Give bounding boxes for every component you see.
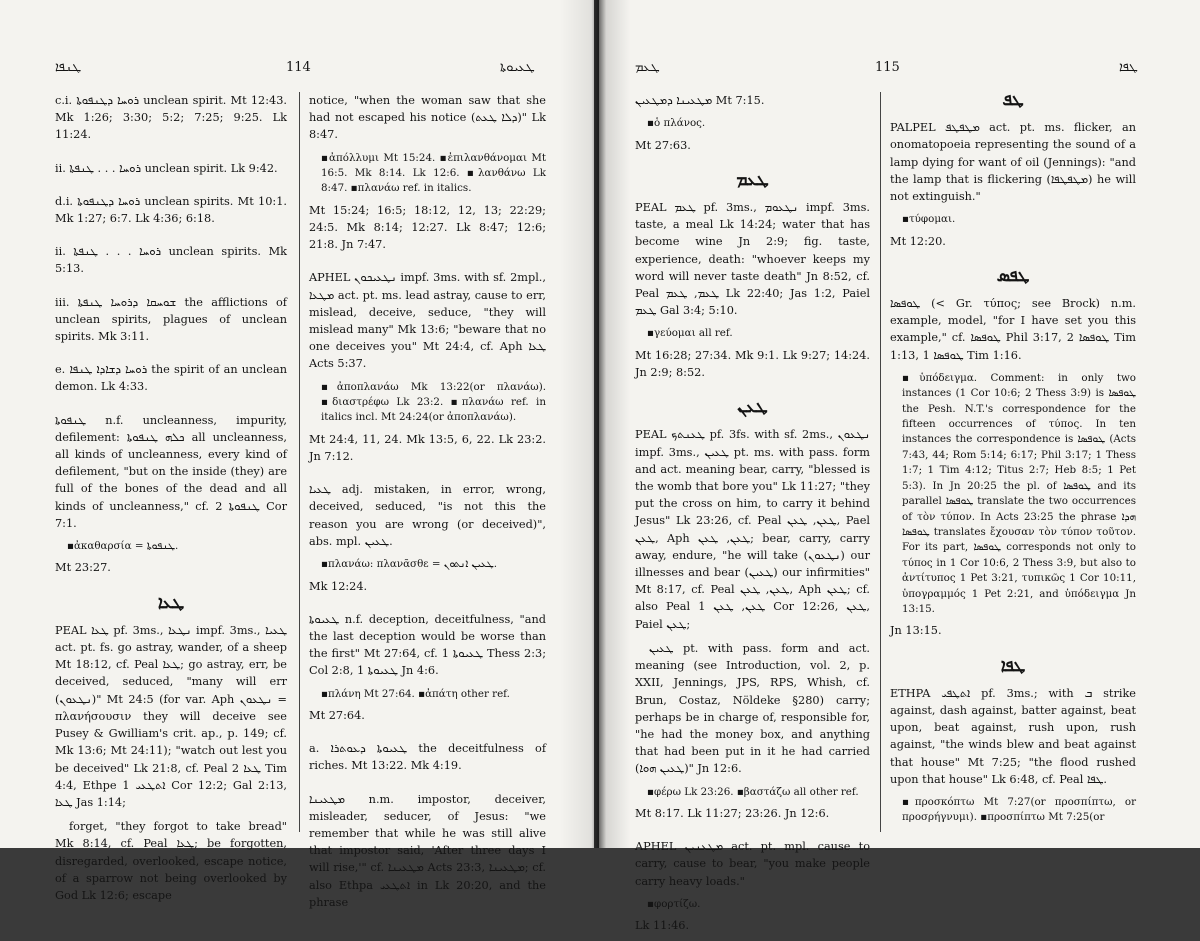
greek-correspondence: ▪πλάνη Mt 27:64. ▪ἀπάτη other ref.: [321, 687, 510, 700]
entry-paragraph: ܡܛܥܝܢܐ ܕܡܛܥܝܢ Mt 7:15.: [635, 94, 765, 107]
reference-list: Lk 11:46.: [635, 919, 690, 933]
reference-list: Mt 24:4, 11, 24. Mk 13:5, 6, 22. Lk 23:2. Jn 7:12.: [309, 432, 546, 464]
reference-list: Mt 15:24; 16:5; 18:12, 12, 13; 22:29; 24:5. Mk 8:14; 12:27. Lk 8:47; 12:6; 21:8. Jn 7:47.: [309, 203, 546, 252]
greek-correspondence: ▪φέρω Lk 23:26. ▪βαστάζω all other ref.: [647, 785, 859, 798]
entry-paragraph: iii. ܫܘܚܩܐ ܕܪܘܚܐ ܛܢܦܬܐ the afflictions of unclean spirits, plagues of unclean spirits. Mk 3:11.: [55, 295, 287, 344]
lemma-heading: ܛܦܐ: [1000, 655, 1026, 676]
greek-correspondence: ▪γεύομαι all ref.: [647, 327, 733, 340]
entry-paragraph: APHEL ܡܛܥܢܝܢ act. pt. mpl. cause to carry, cause to bear, "you make people carry heavy loads.": [635, 840, 870, 888]
lemma-heading: ܛܥܐ: [157, 592, 185, 613]
left-column-1: [55, 92, 287, 911]
entry-paragraph: notice, "when the woman saw that she had not escaped his notice (ܕܠܐ ܛܥܬ)" Lk 8:47.: [309, 94, 546, 142]
greek-correspondence: ▪ἀκαθαρσία = ܛܢܦܘܬܐ.: [67, 540, 179, 553]
entry-paragraph: ii. ܪܘܚܐ . . . ܛܢܦܬܐ unclean spirit. Lk 9:42.: [55, 161, 278, 175]
lemma-heading: ܛܥܡ: [736, 169, 769, 190]
greek-correspondence: ▪τύφομαι.: [902, 213, 956, 226]
entry-paragraph: d.i. ܪܘܚܐ ܕܛܢܦܘܬܐ unclean spirits. Mt 10:1. Mk 1:27; 6:7. Lk 4:36; 6:18.: [55, 194, 287, 226]
entry-paragraph: ii. ܪܘܚܐ . . . ܛܢܦܬܐ unclean spirits. Mk 5:13.: [55, 245, 287, 276]
left-column-2: [309, 92, 546, 918]
greek-correspondence: ▪προσκόπτω Mt 7:27(or προσπίπτω, or προσρήγνυμι). ▪προσπίπτω Mt 7:25(or: [902, 795, 1136, 824]
reference-list: Mt 23:27.: [55, 561, 111, 575]
column-rule: [299, 92, 300, 832]
reference-list: Mt 16:28; 27:34. Mk 9:1. Lk 9:27; 14:24. Jn 2:9; 8:52.: [635, 348, 870, 380]
page-number: 114: [286, 60, 311, 75]
entry-paragraph: PEAL ܛܥܐ pf. 3ms., ܢܛܥܐ impf. 3ms., ܛܥܝܐ act. pt. fs. go astray, wander, of a sheep Mt 18:12, cf. Peal ܛܥܐ; go astray, err, be deceived, seduced, "many will err (ܢܛܥܘܢ)" Mt 24:5 (for var. Aph ܢܛܥܘܢ = πλανήσουσιν they will deceive see Pusey & Gwilliam's crit. ap., p. 149; cf. Mk 13:6; Mt 24:11); "watch out lest you be deceived" Lk 21:8, cf. Peal ܛܥܐ 2 Tim 4:4, Ethpe ܐܬܛܥܝ 1 Cor 12:2; Gal 2:13, ܛܥܐ Jas 1:14;: [55, 623, 288, 809]
lemma-heading: ܛܦ: [1002, 90, 1024, 110]
entry-paragraph: APHEL ܢܛܥܝܟܘܢ impf. 3ms. with sf. 2mpl., ܡܛܥܐ act. pt. ms. lead astray, cause to err, mislead, deceive, seduce, "they will mislead many" Mk 13:6; "beware that no one deceives you" Mt 24:4, cf. Aph ܛܥܐ Acts 5:37.: [309, 271, 546, 371]
running-head-left: ܛܥܡ: [635, 60, 660, 75]
entry-paragraph: ETHPA ܐܬܛܦܝ pf. 3ms.; with ܒ strike against, dash against, batter against, beat upon, beat against, rush upon, rush against, "the winds blew and beat against that house" Mt 7:25; "the flood rushed upon that house" Lk 6:48, cf. Peal ܛܦܐ.: [890, 686, 1136, 786]
lemma-heading: ܛܥܢ: [737, 397, 768, 418]
reference-list: Mt 8:17. Lk 11:27; 23:26. Jn 12:6.: [635, 806, 830, 820]
entry-paragraph: e. ܪܘܚܐ ܕܫܐܕܐ ܛܢܦܐ the spirit of an unclean demon. Lk 4:33.: [55, 363, 287, 394]
column-rule: [880, 92, 881, 832]
entry-paragraph: PEAL ܛܥܡ pf. 3ms., ܢܛܥܘܡ impf. 3ms. taste, a meal Lk 14:24; water that has become wine Jn 2:9; fig. taste, experience, death: "whoever keeps my word will never taste death" Jn 8:52, cf. Peal ܛܥܡ, ܛܥܡ Lk 22:40; Jas 1:2, Paiel ܛܥܡ Gal 3:4; 5:10.: [635, 201, 870, 318]
entry-paragraph: PEAL ܛܥܢܬܟ pf. 3fs. with sf. 2ms., ܢܛܥܘܢ impf. 3ms., ܛܥܝܢ pt. ms. with pass. form and act. meaning bear, carry, "blessed is the womb that bore you" Lk 11:27; "they put the cross on him, to carry it behind Jesus" Lk 23:26, cf. Peal ܛܥܢ, ܛܥܢ, Pael ܛܥܢ, Aph ܛܥܢ, ܛܥܢ; bear, carry, carry away, endure, "he will take (ܢܛܥܘܢ) our illnesses and bear (ܛܥܝܢ) our infirmities" Mt 8:17, cf. Peal ܛܥܢ, ܛܥܢ, Aph ܛܥܢ; cf. also Peal ܛܥܢ, ܛܥܢ 1 Cor 12:26, ܛܥܢ, Paiel ܛܥܢ;: [635, 428, 870, 631]
entry-paragraph: ܛܘܦܣܐ (< Gr. τύπος; see Brock) n.m. example, model, "for I have set you this example," cf. ܛܘܦܣܐ Phil 3:17, ܛܘܦܣܐ 2 Tim 1:13, ܛܘܦܣܐ 1 Tim 1:16.: [890, 297, 1136, 362]
right-column-2: [890, 92, 1136, 831]
entry-paragraph: ܛܥܝܐ adj. mistaken, in error, wrong, deceived, seduced, "is not this the reason you are wrong (or deceived)", abs. mpl. ܛܥܝܢ.: [309, 483, 546, 548]
entry-paragraph: PALPEL ܡܛܦܛܦ act. pt. ms. flicker, an onomatopoeia representing the sound of a lamp dying for want of oil (Jennings): "and the lamp that is flickering (ܡܛܦܛܦܐ) he will not extinguish.": [890, 121, 1136, 204]
entry-paragraph: c.i. ܪܘܚܐ ܕܛܢܦܘܬܐ unclean spirit. Mt 12:43. Mk 1:26; 3:30; 5:2; 7:25; 9:25. Lk 11:24.: [55, 94, 287, 142]
greek-correspondence: ▪ὑπόδειγμα. Comment: in only two instances (1 Cor 10:6; 2 Thess 3:9) is ܛܘܦܣܐ the Pesh. N.T.'s correspondence for the fifteen occurrences of τύπος. In ten instances the correspondence is ܛܘܦܣܐ (Acts 7:43, 44; Rom 5:14; 6:17; Phil 3:17; 1 Thess 1:7; 1 Tim 4:12; Titus 2:7; Heb 8:5; 1 Pet 5:3). In Jn 20:25 the pl. of ܛܘܦܣܐ and its parallel ܛܘܦܣܐ translate the two occurrences of τὸν τύπον. In Acts 23:25 the phrase ܗܕܐ ܛܘܦܣܐ translates ἔχουσαν τὸν τύπον τοῦτον. For its part, ܛܘܦܣܐ corresponds not only to τύπος in 1 Cor 10:6, 2 Thess 3:9, but also to ἀντίτυπος 1 Pet 3:21, τυπικῶς 1 Cor 10:11, ὑπογραμμός 1 Pet 2:21, and ὑπόδειγμα Jn 13:15.: [902, 371, 1137, 615]
entry-paragraph: ܛܢܦܘܬܐ n.f. uncleanness, impurity, defilement: ܟܠܗ ܛܢܦܘܬܐ all uncleanness, all kinds of uncleanness, every kind of defilement, "but on the inside (they) are full of the bones of the dead and all kinds of uncleanness," cf. ܛܢܦܘܬܐ 2 Cor 7:1.: [55, 413, 287, 530]
reference-list: Mt 27:64.: [309, 708, 365, 722]
running-head-right: ܛܦܐ: [1119, 60, 1138, 75]
lemma-heading: ܛܦܣ: [996, 265, 1030, 286]
reference-list: Mk 12:24.: [309, 579, 368, 593]
left-page: [0, 0, 594, 909]
greek-correspondence: ▪ἀποπλανάω Mk 13:22(or πλανάω). ▪διαστρέφω Lk 23:2. ▪πλανάω ref. in italics incl. Mt 24:24(or ἀποπλανάω).: [321, 380, 546, 424]
entry-paragraph: ܛܥܝܢ pt. with pass. form and act. meaning (see Introduction, vol. 2, p. XXII, Jennings, JPS, RPS, Whish, cf. Brun, Costaz, Nöldeke §280) carry; perhaps be in charge of, responsible for, "he had the money box, and anything that had been put in it he had carried (ܛܥܝܢ ܗܘܐ)" Jn 12:6.: [635, 641, 870, 776]
entry-paragraph: a. ܛܥܝܘܬܐ ܕܥܘܬܪܐ the deceitfulness of riches. Mt 13:22. Mk 4:19.: [309, 742, 547, 773]
greek-correspondence: ▪φορτίζω.: [647, 897, 701, 910]
entry-paragraph: ܡܛܥܝܢܐ n.m. impostor, deceiver, misleader, seducer, of Jesus: "we remember that while he was still alive that impostor said, 'After three days I will rise,'" cf. ܡܛܥܝܢܐ Acts 23:3, ܡܛܥܝܢܐ; cf. also Ethpa ܐܬܛܥܝ in Lk 20:20, and the phrase: [309, 792, 547, 909]
page-number: 115: [875, 60, 900, 75]
entry-paragraph: ܛܥܝܘܬܐ n.f. deception, deceitfulness, "and the last deception would be worse than the first" Mt 27:64, cf. ܛܥܝܘܬܐ 1 Thess 2:3; Col 2:8, ܛܥܝܘܬܐ 1 Jn 4:6.: [309, 612, 547, 678]
running-head-right: ܛܥܝܘܬܐ: [500, 60, 535, 75]
right-column-1: [635, 92, 870, 941]
reference-list: Mt 12:20.: [890, 234, 946, 248]
reference-list: Mt 27:63.: [635, 138, 691, 152]
greek-correspondence: ▪ἀπόλλυμι Mt 15:24. ▪ἐπιλανθάνομαι Mt 16:5. Mk 8:14. Lk 12:6. ▪λανθάνω Lk 8:47. ▪πλανάω ref. in italics.: [321, 151, 546, 195]
greek-correspondence: ▪ὁ πλάνος.: [647, 117, 706, 130]
greek-correspondence: ▪πλανάω: πλανᾶσθε = ܛܥܝܢ ܐܢܬܘܢ.: [321, 558, 498, 571]
entry-paragraph: forget, "they forgot to take bread" Mk 8:14, cf. Peal ܛܥܐ; be forgotten, disregarded, overlooked, escape notice, of a sparrow not being overlooked by God Lk 12:6; escape: [55, 820, 288, 902]
running-head-left: ܛܢܦܐ: [55, 60, 82, 75]
reference-list: Jn 13:15.: [890, 624, 942, 638]
right-page: [599, 0, 1200, 933]
